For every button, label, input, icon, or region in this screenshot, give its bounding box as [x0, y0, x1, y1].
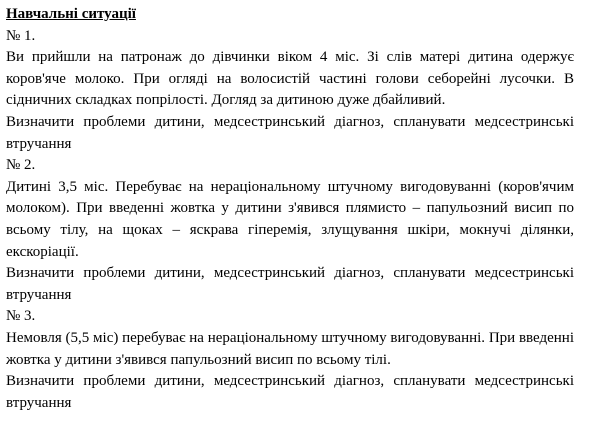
- document-heading: Навчальні ситуації: [6, 6, 136, 22]
- situation-number: № 3.: [6, 308, 36, 325]
- situation-2: [6, 155, 574, 306]
- situation-description: Немовля (5,5 міс) перебуває на нераціональному штучному вигодовуванні. При введенні жовтка у дитини з'явився папульозний висип по всьому тілі.: [6, 329, 574, 368]
- situation-description: Дитині 3,5 міс. Перебуває на нераціональному штучному вигодовуванні (коров'ячим молоком). При введенні жовтка у дитини з'явився плямисто – папульозний висип по всьому тілу, на щоках – яскрава гіперемія, злущування шкіри, мокнучі ділянки, екскоріації.: [6, 178, 574, 260]
- document-page: [6, 4, 574, 414]
- situation-number: № 2.: [6, 157, 36, 174]
- situation-number: № 1.: [6, 27, 36, 44]
- situation-task: Визначити проблеми дитини, медсестринський діагноз, спланувати медсестринські втручання: [6, 113, 574, 152]
- situation-3: [6, 306, 574, 414]
- situation-description: Ви прийшли на патронаж до дівчинки віком 4 міс. Зі слів матері дитина одержує коров'яче молоко. При огляді на волосистій частині голови себорейні лусочки. В сідничних складках попрілості. Догляд за дитиною дуже дбайливий.: [6, 49, 574, 109]
- situation-task: Визначити проблеми дитини, медсестринський діагноз, спланувати медсестринські втручання: [6, 265, 574, 303]
- situation-1: [6, 26, 574, 156]
- situation-task: Визначити проблеми дитини, медсестринський діагноз, спланувати медсестринські втручання: [6, 373, 574, 411]
